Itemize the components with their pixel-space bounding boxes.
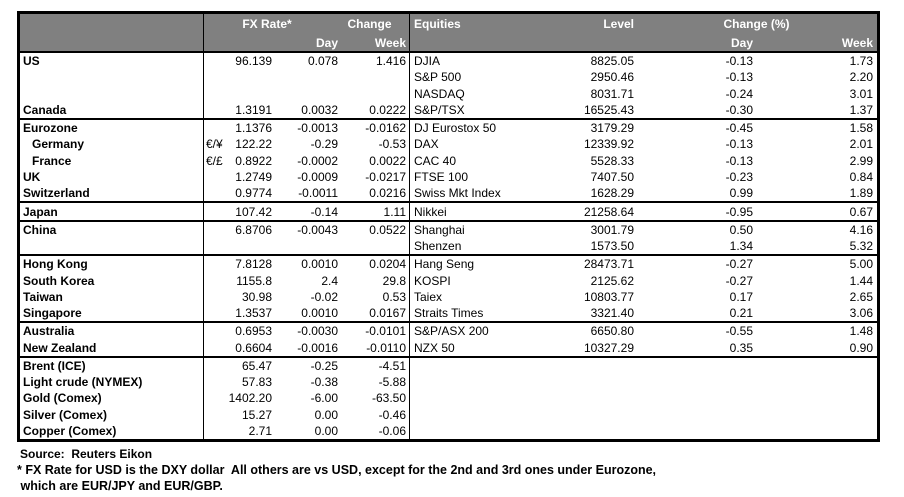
fx-rate-value [224, 69, 272, 85]
table-row [20, 238, 877, 254]
fx-day-change-value: -0.0002 [297, 153, 338, 168]
fx-day-change-value: -0.0013 [297, 121, 338, 136]
equity-index-label: Swiss Mkt Index [409, 185, 576, 201]
header-fx-rate: FX Rate* [242, 17, 292, 31]
fx-day-change-value: -0.0030 [297, 324, 338, 339]
equity-level-value: 8031.71 [590, 86, 634, 101]
fx-rate-value: 15.27 [241, 407, 272, 422]
fx-region-label [20, 69, 204, 85]
equity-index-label: Nikkei [409, 203, 576, 219]
fx-pair-label [204, 222, 224, 238]
fx-rate-value: 1.3537 [235, 306, 272, 321]
table-row [20, 390, 877, 406]
equity-day-change-value: 1.34 [729, 239, 753, 254]
equity-day-change-value: 0.17 [729, 289, 753, 304]
fx-pair-label [204, 423, 224, 439]
header-eq-change-pct: Change (%) [723, 17, 790, 31]
fx-day-change-value: -0.38 [310, 375, 338, 390]
fx-pair-label [204, 374, 224, 390]
equity-week-change-value: 2.65 [849, 289, 873, 304]
equity-week-change-value: 0.90 [849, 340, 873, 355]
equity-day-change-value: -0.13 [725, 70, 753, 85]
fx-region-label: UK [20, 169, 204, 185]
fx-week-change-value: -0.46 [378, 407, 406, 422]
equity-level-value [576, 390, 636, 406]
equity-week-change-value: 0.84 [849, 169, 873, 184]
equity-week-change-value [756, 390, 877, 406]
equity-level-value: 2950.46 [590, 70, 634, 85]
fx-week-change-value: -0.53 [378, 137, 406, 152]
equity-level-value: 3001.79 [590, 222, 634, 237]
equity-level-value [576, 407, 636, 423]
equity-level-value: 8825.05 [590, 54, 634, 69]
fx-rate-value: 1.3191 [235, 102, 272, 117]
equity-level-value: 21258.64 [583, 204, 634, 219]
fx-week-change-value: 0.0216 [369, 186, 406, 201]
fx-week-change-value [340, 86, 409, 102]
fx-day-change-value: -0.0009 [297, 169, 338, 184]
fx-week-change-value: 1.11 [383, 204, 406, 219]
header-fx-change: Change [347, 17, 392, 31]
equity-day-change-value: 0.50 [729, 222, 753, 237]
equity-week-change-value [756, 374, 877, 390]
header-blank-1 [20, 34, 204, 51]
fx-region-label: Australia [20, 323, 204, 339]
equity-index-label: Taiex [409, 289, 576, 305]
equity-day-change-value: 0.35 [729, 340, 753, 355]
fx-day-change-value: 0.00 [314, 423, 338, 438]
equity-index-label: Shenzen [409, 238, 576, 254]
equity-level-value: 28473.71 [583, 257, 634, 272]
header-blank-4 [409, 34, 576, 51]
fx-pair-label [204, 203, 224, 219]
equity-level-value [576, 374, 636, 390]
equity-day-change-value [636, 374, 756, 390]
fx-week-change-value: -5.88 [378, 375, 406, 390]
header-eq-week: Week [841, 35, 873, 50]
table-row [20, 169, 877, 185]
fx-footnote-line2: which are EUR/JPY and EUR/GBP. [17, 479, 223, 493]
table-row [20, 305, 877, 321]
fx-week-change-value: -0.0217 [365, 169, 406, 184]
fx-pair-label [204, 185, 224, 201]
fx-pair-label [204, 256, 224, 272]
fx-pair-label [204, 390, 224, 406]
fx-region-label: Taiwan [20, 289, 204, 305]
fx-day-change-value: 0.0032 [301, 102, 338, 117]
fx-rate-value: 1.2749 [235, 169, 272, 184]
fx-region-label: Canada [20, 102, 204, 118]
equity-day-change-value: -0.30 [725, 102, 753, 117]
fx-day-change-value [272, 69, 340, 85]
fx-pair-label [204, 272, 224, 288]
fx-day-change-value: 0.078 [307, 54, 338, 69]
table-row [20, 254, 877, 272]
equity-index-label: Hang Seng [409, 256, 576, 272]
source-note: Source: Reuters Eikon [20, 447, 153, 461]
equity-index-label: S&P/TSX [409, 102, 576, 118]
fx-pair-label [204, 358, 224, 374]
equity-week-change-value: 3.01 [849, 86, 873, 101]
fx-region-label: Brent (ICE) [20, 358, 204, 374]
equity-level-value: 3179.29 [590, 121, 634, 136]
fx-rate-value: 30.98 [241, 289, 272, 304]
equity-index-label: CAC 40 [409, 153, 576, 169]
fx-day-change-value [272, 238, 340, 254]
fx-day-change-value [272, 86, 340, 102]
fx-week-change-value: -0.0101 [365, 324, 406, 339]
fx-pair-label [204, 53, 224, 69]
table-row [20, 136, 877, 152]
header-blank-region [20, 14, 204, 34]
equity-index-label: KOSPI [409, 272, 576, 288]
fx-region-label: Light crude (NYMEX) [20, 374, 204, 390]
fx-rate-value: 1402.20 [228, 391, 272, 406]
equity-level-value: 3321.40 [590, 306, 634, 321]
fx-week-change-value: -4.51 [378, 358, 406, 373]
table-row [20, 185, 877, 201]
equity-day-change-value: -0.27 [725, 273, 753, 288]
table-row [20, 289, 877, 305]
fx-rate-value: 0.6953 [235, 324, 272, 339]
table-row [20, 407, 877, 423]
fx-week-change-value: 0.0204 [369, 257, 406, 272]
equity-level-value [576, 358, 636, 374]
equity-level-value: 10803.77 [583, 289, 634, 304]
fx-day-change-value: 2.4 [321, 273, 338, 288]
equity-level-value: 16525.43 [583, 102, 634, 117]
equity-day-change-value [636, 407, 756, 423]
fx-region-label: Eurozone [20, 120, 204, 136]
fx-rate-value [224, 238, 272, 254]
equity-index-label: DAX [409, 136, 576, 152]
fx-rate-value: 96.139 [235, 54, 272, 69]
fx-pair-label [204, 69, 224, 85]
fx-pair-label [204, 323, 224, 339]
fx-pair-label [204, 407, 224, 423]
table-row [20, 69, 877, 85]
fx-rate-value: 2.71 [248, 423, 272, 438]
equity-day-change-value: 0.21 [729, 306, 753, 321]
table-row [20, 423, 877, 439]
fx-pair-label [204, 340, 224, 356]
table-row [20, 53, 877, 69]
equity-week-change-value [756, 423, 877, 439]
fx-week-change-value [340, 69, 409, 85]
equity-week-change-value: 4.16 [849, 222, 873, 237]
equity-day-change-value: -0.27 [725, 257, 753, 272]
equity-index-label [409, 358, 576, 374]
fx-rate-value: 6.8706 [235, 222, 272, 237]
equity-week-change-value: 1.89 [849, 186, 873, 201]
equity-day-change-value [636, 358, 756, 374]
fx-footnote-line1: * FX Rate for USD is the DXY dollar All others are vs USD, except for the 2nd and 3rd ones under Eurozone, [17, 463, 657, 477]
equity-index-label: DJ Eurostox 50 [409, 120, 576, 136]
fx-region-label: Hong Kong [20, 256, 204, 272]
equity-level-value: 10327.29 [583, 340, 634, 355]
fx-week-change-value: -0.0110 [366, 340, 406, 355]
fx-week-change-value: 0.0022 [369, 153, 406, 168]
fx-week-change-value: 0.0167 [369, 306, 406, 321]
fx-region-label: Switzerland [20, 185, 204, 201]
header-blank-5 [576, 34, 636, 51]
fx-pair-label [204, 289, 224, 305]
table-row [20, 356, 877, 374]
equity-level-value: 12339.92 [583, 137, 634, 152]
fx-week-change-value: -63.50 [371, 391, 406, 406]
equity-week-change-value: 5.00 [849, 257, 873, 272]
fx-pair-label [204, 169, 224, 185]
fx-region-label: Singapore [20, 305, 204, 321]
fx-week-change-value: 0.53 [382, 289, 406, 304]
fx-rate-value: 1.1376 [235, 121, 272, 136]
fx-rate-value: 7.8128 [235, 257, 272, 272]
table-row [20, 201, 877, 219]
table-row [20, 321, 877, 339]
equity-week-change-value: 1.73 [849, 54, 873, 69]
equity-index-label: NASDAQ [409, 86, 576, 102]
equity-day-change-value: -0.45 [725, 121, 753, 136]
fx-rate-value: 0.8922 [235, 153, 272, 168]
fx-day-change-value: -6.00 [310, 391, 338, 406]
equity-week-change-value: 5.32 [849, 239, 873, 254]
equity-level-value: 6650.80 [590, 324, 634, 339]
fx-week-change-value: 0.0222 [369, 102, 406, 117]
fx-day-change-value: -0.29 [310, 137, 338, 152]
table-row [20, 374, 877, 390]
equity-index-label: FTSE 100 [409, 169, 576, 185]
header-equities: Equities [409, 14, 576, 34]
equity-week-change-value: 2.99 [849, 153, 873, 168]
fx-week-change-value: -0.0162 [365, 121, 406, 136]
fx-rate-value [224, 86, 272, 102]
table-row [20, 118, 877, 136]
equity-day-change-value: 0.99 [729, 186, 753, 201]
fx-week-change-value: 1.416 [375, 54, 406, 69]
fx-day-change-value: -0.0011 [298, 186, 338, 201]
equity-day-change-value: -0.55 [725, 324, 753, 339]
fx-pair-label: €/£ [206, 153, 223, 168]
fx-region-label: France [20, 153, 204, 169]
equity-index-label: Straits Times [409, 305, 576, 321]
fx-rate-value: 1155.8 [236, 273, 272, 288]
table-rows [20, 53, 877, 439]
fx-pair-label [204, 86, 224, 102]
equity-index-label: Shanghai [409, 222, 576, 238]
fx-region-label: Silver (Comex) [20, 407, 204, 423]
fx-day-change-value: 0.00 [314, 407, 338, 422]
fx-day-change-value: 0.0010 [301, 257, 338, 272]
fx-day-change-value: -0.0016 [297, 340, 338, 355]
equity-week-change-value: 2.01 [849, 137, 873, 152]
equity-index-label [409, 374, 576, 390]
equity-level-value [576, 423, 636, 439]
header-fx-day: Day [315, 35, 338, 50]
fx-week-change-value: 0.0522 [369, 222, 406, 237]
header-fx-week: Week [374, 35, 406, 50]
equity-index-label: DJIA [409, 53, 576, 69]
equity-day-change-value: -0.23 [725, 169, 753, 184]
fx-rate-value: 107.42 [235, 204, 272, 219]
fx-rate-value: 122.22 [235, 137, 272, 152]
fx-week-change-value: -0.06 [378, 423, 406, 438]
header-row-1 [20, 14, 877, 34]
equity-week-change-value [756, 407, 877, 423]
fx-week-change-value: 29.8 [382, 273, 406, 288]
fx-region-label: Copper (Comex) [20, 423, 204, 439]
equity-index-label: S&P/ASX 200 [409, 323, 576, 339]
equity-day-change-value: -0.95 [725, 204, 753, 219]
fx-day-change-value: -0.0043 [297, 222, 338, 237]
equity-level-value: 7407.50 [590, 169, 634, 184]
market-data-table [17, 11, 880, 442]
equity-level-value: 1628.29 [590, 186, 634, 201]
fx-day-change-value: -0.02 [310, 289, 338, 304]
fx-pair-label [204, 120, 224, 136]
header-level: Level [603, 17, 634, 31]
header-blank-2 [204, 34, 224, 51]
fx-day-change-value: 0.0010 [301, 306, 338, 321]
fx-rate-value: 0.9774 [235, 186, 272, 201]
table-row [20, 272, 877, 288]
equity-index-label: NZX 50 [409, 340, 576, 356]
fx-rate-value: 65.47 [241, 358, 272, 373]
table-row [20, 153, 877, 169]
fx-rate-value: 0.6604 [235, 340, 272, 355]
fx-region-label: Japan [20, 203, 204, 219]
table-row [20, 220, 877, 238]
equity-day-change-value: -0.13 [725, 153, 753, 168]
equity-day-change-value: -0.13 [725, 137, 753, 152]
table-header [20, 14, 877, 53]
table-row [20, 86, 877, 102]
equity-level-value: 5528.33 [590, 153, 634, 168]
equity-level-value: 2125.62 [590, 273, 634, 288]
equity-level-value: 1573.50 [590, 239, 634, 254]
header-eq-day: Day [730, 35, 753, 50]
equity-index-label: S&P 500 [409, 69, 576, 85]
fx-day-change-value: -0.25 [310, 358, 338, 373]
equity-index-label [409, 390, 576, 406]
fx-pair-label [204, 102, 224, 118]
fx-region-label: Gold (Comex) [20, 390, 204, 406]
equity-week-change-value [756, 358, 877, 374]
equity-week-change-value: 1.37 [849, 102, 873, 117]
equity-week-change-value: 0.67 [849, 204, 873, 219]
fx-region-label: US [20, 53, 204, 69]
equity-week-change-value: 1.58 [849, 121, 873, 136]
table-row [20, 102, 877, 118]
table-row [20, 340, 877, 356]
fx-day-change-value: -0.14 [310, 204, 338, 219]
equity-week-change-value: 1.48 [849, 324, 873, 339]
fx-region-label: South Korea [20, 272, 204, 288]
fx-pair-label [204, 238, 224, 254]
fx-region-label: Germany [20, 136, 204, 152]
fx-region-label: China [20, 222, 204, 238]
equity-week-change-value: 2.20 [849, 70, 873, 85]
equity-day-change-value: -0.24 [725, 86, 753, 101]
fx-week-change-value [340, 238, 409, 254]
fx-region-label [20, 238, 204, 254]
equity-index-label [409, 407, 576, 423]
equity-week-change-value: 1.44 [849, 273, 873, 288]
equity-index-label [409, 423, 576, 439]
equity-day-change-value [636, 390, 756, 406]
fx-region-label: New Zealand [20, 340, 204, 356]
header-row-2 [20, 34, 877, 51]
fx-pair-label [204, 305, 224, 321]
equity-day-change-value: -0.13 [725, 54, 753, 69]
equity-week-change-value: 3.06 [849, 306, 873, 321]
fx-pair-label: €/¥ [206, 137, 223, 152]
header-blank-3 [224, 34, 272, 51]
fx-rate-value: 57.83 [241, 375, 272, 390]
fx-region-label [20, 86, 204, 102]
equity-day-change-value [636, 423, 756, 439]
